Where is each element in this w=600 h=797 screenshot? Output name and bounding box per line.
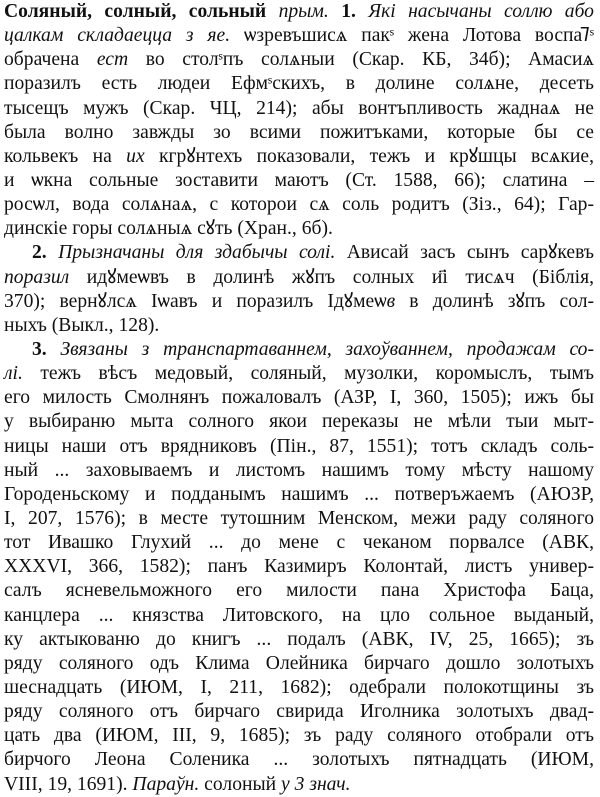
text-segment: в долинѣ зꙋпъ сол- (395, 290, 594, 312)
text-line (4, 483, 594, 507)
text-line (4, 410, 594, 434)
italic-segment: ест (96, 49, 129, 71)
text-line (4, 555, 594, 579)
text-line (4, 676, 594, 700)
text-segment (266, 1, 278, 22)
headword-segment: Соляный, солный, сольный (4, 1, 267, 22)
text-line (4, 507, 594, 531)
text-line (4, 652, 594, 676)
italic-segment: Які насычаны соллю або (368, 1, 594, 22)
text-segment: Ависай засъ сынъ сарꙋкевъ (335, 242, 594, 264)
text-line (4, 48, 594, 72)
italic-segment: прым. (278, 1, 329, 22)
text-segment: канцлера ... князства Литовского, на цло сольное выданый, (4, 604, 594, 626)
italic-segment: Звязаны з транспартаваннем, захоўваннем, продажам со- (60, 338, 594, 360)
text-line (4, 338, 594, 362)
text-segment: ку актыкованю до книгъ ... подалъ (АВК, IV, 25, 1665); зъ (4, 628, 594, 650)
text-line (4, 459, 594, 483)
italic-segment: Прызначаны для здабычы солі. (58, 242, 336, 264)
text-line (4, 72, 594, 96)
text-line (4, 362, 594, 386)
text-segment: тежъ вѣсъ медовый, соляный, музолки, коромыслъ, тымъ (22, 363, 594, 385)
text-segment: ный ... заховываемъ и листомъ нашимъ тому мѣсту нашому (4, 459, 594, 481)
text-segment (356, 1, 368, 22)
text-line (4, 628, 594, 652)
text-segment: росѡл, вода солѧнаѧ, с которои сѧ соль родитъ (Зіз., 64); Гар- (4, 194, 594, 216)
headword-segment: 3. (32, 338, 47, 360)
text-line (4, 579, 594, 603)
text-segment: его милость Смолнянъ пожаловалъ (АЗР, I, 360, 1505); ижъ бы (4, 387, 594, 409)
text-segment: тот Ивашко Глухий ... до мене с чеканом порвалсе (АВК, (4, 532, 594, 554)
text-segment: салъ ясневельможного его милости пана Христофа Баца, (4, 580, 594, 602)
text-line (4, 290, 594, 314)
text-segment: у выбираню мыта солного якои переказы не мѣли тыи мыт- (4, 411, 594, 433)
text-segment: XXXVI, 366, 1582); панъ Казимиръ Колонтай, листъ универ- (4, 556, 594, 578)
italic-segment: поразил (4, 266, 70, 288)
text-segment: ряду соляного отъ бирчаго свирида Иголника золотыхъ двад- (4, 701, 594, 723)
italic-segment: в (386, 290, 396, 312)
italic-segment: лі. (4, 363, 23, 385)
dictionary-entry (4, 0, 594, 797)
text-line (4, 193, 594, 217)
text-segment: ныхъ (Выкл., 128). (4, 314, 160, 336)
text-segment: цать два (ИЮМ, III, 9, 1685); зъ раду соляного отобрали отъ (4, 725, 594, 747)
text-segment: ѡзревъшисѧ пакˢ жена Лотова воспаᲄˢ (230, 25, 594, 47)
text-line (4, 604, 594, 628)
text-segment: ницы наши отъ врядниковъ (Пін., 87, 1551); тотъ складъ соль- (4, 435, 594, 457)
text-segment (329, 1, 341, 22)
text-segment: шеснадцать (ИЮМ, I, 211, 1682); одебрали полокотщины зъ (4, 676, 594, 698)
text-segment: ряду соляного одъ Клима Олейника бирчаго дошло золотыхъ (4, 652, 594, 674)
text-line (4, 24, 594, 48)
text-line (4, 145, 594, 169)
text-line (4, 531, 594, 555)
text-segment: поразилъ есть людеи Ефмˢскихъ, в долине солѧне, десеть (4, 73, 594, 95)
italic-segment: Параўн. (132, 773, 200, 795)
headword-segment: 2. (32, 242, 47, 264)
text-segment: идꙋмеѡвъ в долинѣ жꙋпъ солных и҃і тисѧч (Біблія, (69, 266, 594, 288)
text-segment: бирчого Леона Соленика ... золотыхъ пятнадцать (ИЮМ, (4, 749, 594, 771)
italic-segment: у 3 знач. (281, 773, 351, 795)
text-segment: солоный (199, 773, 282, 795)
text-segment: динскіе горы солѧныѧ сꙋть (Хран., 6б). (4, 218, 333, 240)
text-segment: I, 207, 1576); в месте тутошним Менском, межи раду соляного (4, 507, 594, 529)
text-line (4, 773, 594, 797)
text-segment: во столˢпъ солѧныи (Скар. КБ, 34б); Амасиѧ (128, 49, 594, 71)
text-line (4, 241, 594, 265)
text-line (4, 435, 594, 459)
text-line (4, 121, 594, 145)
italic-segment: их (126, 145, 145, 167)
text-line (4, 748, 594, 772)
text-segment: была волно завжды зо всими пожитъками, которые бы се (4, 121, 594, 143)
text-segment (47, 242, 58, 263)
text-segment: Городеньскому и подданымъ нашимъ ... потверъжаемъ (АЮЗР, (4, 483, 594, 505)
text-segment: кольвекъ на (4, 145, 127, 167)
text-line (4, 97, 594, 121)
text-line (4, 700, 594, 724)
text-line (4, 217, 594, 241)
text-line (4, 314, 594, 338)
text-line (4, 0, 594, 24)
headword-segment: 1. (341, 1, 356, 22)
text-line (4, 724, 594, 748)
text-line (4, 266, 594, 290)
text-segment: и ѡкна сольные зоставити маютъ (Ст. 1588, 66); слатина – (4, 169, 594, 191)
text-segment (47, 339, 61, 360)
text-line (4, 386, 594, 410)
text-segment: VIII, 19, 1691). (4, 773, 133, 795)
text-segment: обрачена (4, 49, 97, 71)
text-segment: кгрꙋнтехъ показовали, тежъ и крꙋшцы всѧкие, (144, 145, 595, 167)
text-line (4, 169, 594, 193)
text-segment: тысещъ мужъ (Скар. ЧЦ, 214); абы вонтъпливость жаднаѧ не (4, 97, 594, 119)
text-segment: 370); вернꙋлсѧ Іѡавъ и поразилъ Ідꙋмеѡ (4, 290, 387, 312)
italic-segment: цалкам складаецца з яе. (4, 25, 231, 47)
